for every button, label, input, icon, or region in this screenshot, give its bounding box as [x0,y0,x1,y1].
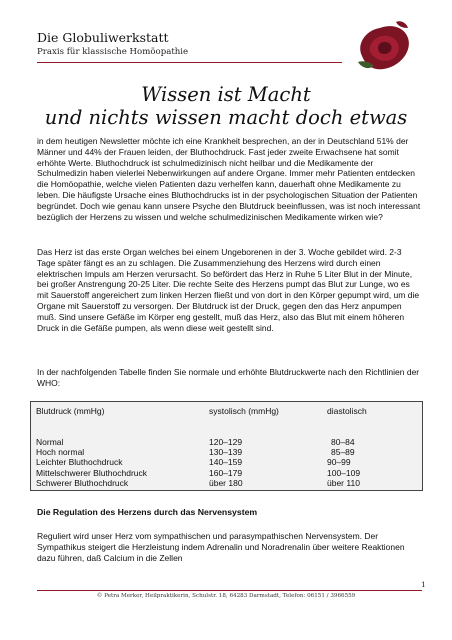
table-header-diastolic: diastolisch [327,406,367,416]
table-row-systolic: über 180 [209,477,243,488]
header-subtitle: Praxis für klassische Homöopathie [37,47,189,57]
table-row-diastolic: 100–109 [327,467,361,478]
blood-pressure-table [30,401,423,491]
table-row-diastolic: über 110 [327,477,360,488]
headline-line-2: und nichts wissen macht doch etwas [44,106,408,129]
footer-divider [37,590,422,591]
header-divider [37,62,342,63]
table-row-systolic: 120–129 [209,437,243,447]
section-heading: Die Regulation des Herzens durch das Nervensystem [37,507,258,517]
paragraph-heart: Das Herz ist das erste Organ welches bei einem Ungeborenen in der 3. Woche gebildet wird. 2-3 Tage später fängt es an zu schlagen. Die Zusammenziehung des Herzens wird durch einen elektrischen Impuls am Herzen verursacht. So befördert das Herz in Ruhe 5 Liter Blut in der Minute, bei großer Anstrengung 20-25 Liter. Die rechte Seite des Herzens pumpt das Blut zur Lunge, wo es mit Sauerstoff angereichert zum linken Herzen fließt und von dort in den Körper gepumpt wird, um die Organe mit Sauerstoff zu versorgen. Der Blutdruck ist der Druck, gegen den das Herz anpumpen muß. Sind unsere Gefäße im Körper eng gestellt, muß das Herz, also das Blut mit einem höheren Druck in die Gefäße pumpen, als wenn diese weit gestellt sind. [37,247,420,333]
table-row-systolic: 130–139 [209,447,243,458]
table-row-label: Mittelschwerer Bluthochdruck [36,467,148,478]
header-title: Die Globuliwerkstatt [37,30,169,45]
red-rose-icon [352,16,414,76]
table-row-diastolic: 85–89 [331,447,355,458]
table-row-label: Leichter Bluthochdruck [36,457,123,468]
table-row-systolic: 160–179 [209,467,243,478]
page-number: 1 [421,580,426,589]
table-row-label: Hoch normal [36,447,85,458]
table-header-category: Blutdruck (mmHg) [36,406,105,416]
footer-address: © Petra Merker, Heilpraktikerin, Schulstr. 18, 64283 Darmstadt, Telefon: 06151 / 3966559 [96,593,356,599]
table-header-systolic: systolisch (mmHg) [209,406,279,416]
paragraph-regulation: Reguliert wird unser Herz vom sympathischen und parasympathischen Nervensystem. Der Sympathikus steigert die Herzleistung indem Adrenalin und Noradrenalin über weitere Reaktionen dazu führen, daß Calcium in die Zellen [37,531,405,563]
table-row-diastolic: 90–99 [327,457,351,468]
paragraph-table-intro: In der nachfolgenden Tabelle finden Sie normale und erhöhte Blutdruckwerte nach den Richtlinien der WHO: [37,367,420,388]
paragraph-intro: in dem heutigen Newsletter möchte ich eine Krankheit besprechen, an der in Deutschland 51% der Männer und 44% der Frauen leiden, der Bluthochdruck. Fast jeder zweite Erwachsene hat somit erhöhte Werte. Bluthochdruck ist schulmedizinisch nicht heilbar und die Medikamente der Schulmedizin haben vielerlei Nebenwirkungen auf andere Organe. Immer mehr Patienten entdecken die Homöopathie, welche vielen Patienten dazu verhelfen kann, dauerhaft ohne Medikamente zu leben. Die häufigste Ursache eines Bluthochdrucks ist in der psychologischen Situation der Patienten begründet. Doch wie genau kann unsere Psyche den Blutdruck beeinflussen, was ist noch interessant bezüglich der Herzens zu wissen und welche schulmedizinischen Medikamente wirken wie? [37,136,421,222]
table-row-diastolic: 80–84 [331,437,355,447]
table-row-label: Schwerer Bluthochdruck [36,477,129,488]
headline-line-1: Wissen ist Macht [141,83,311,106]
table-row-systolic: 140–159 [209,457,243,468]
table-row-label: Normal [36,437,64,447]
